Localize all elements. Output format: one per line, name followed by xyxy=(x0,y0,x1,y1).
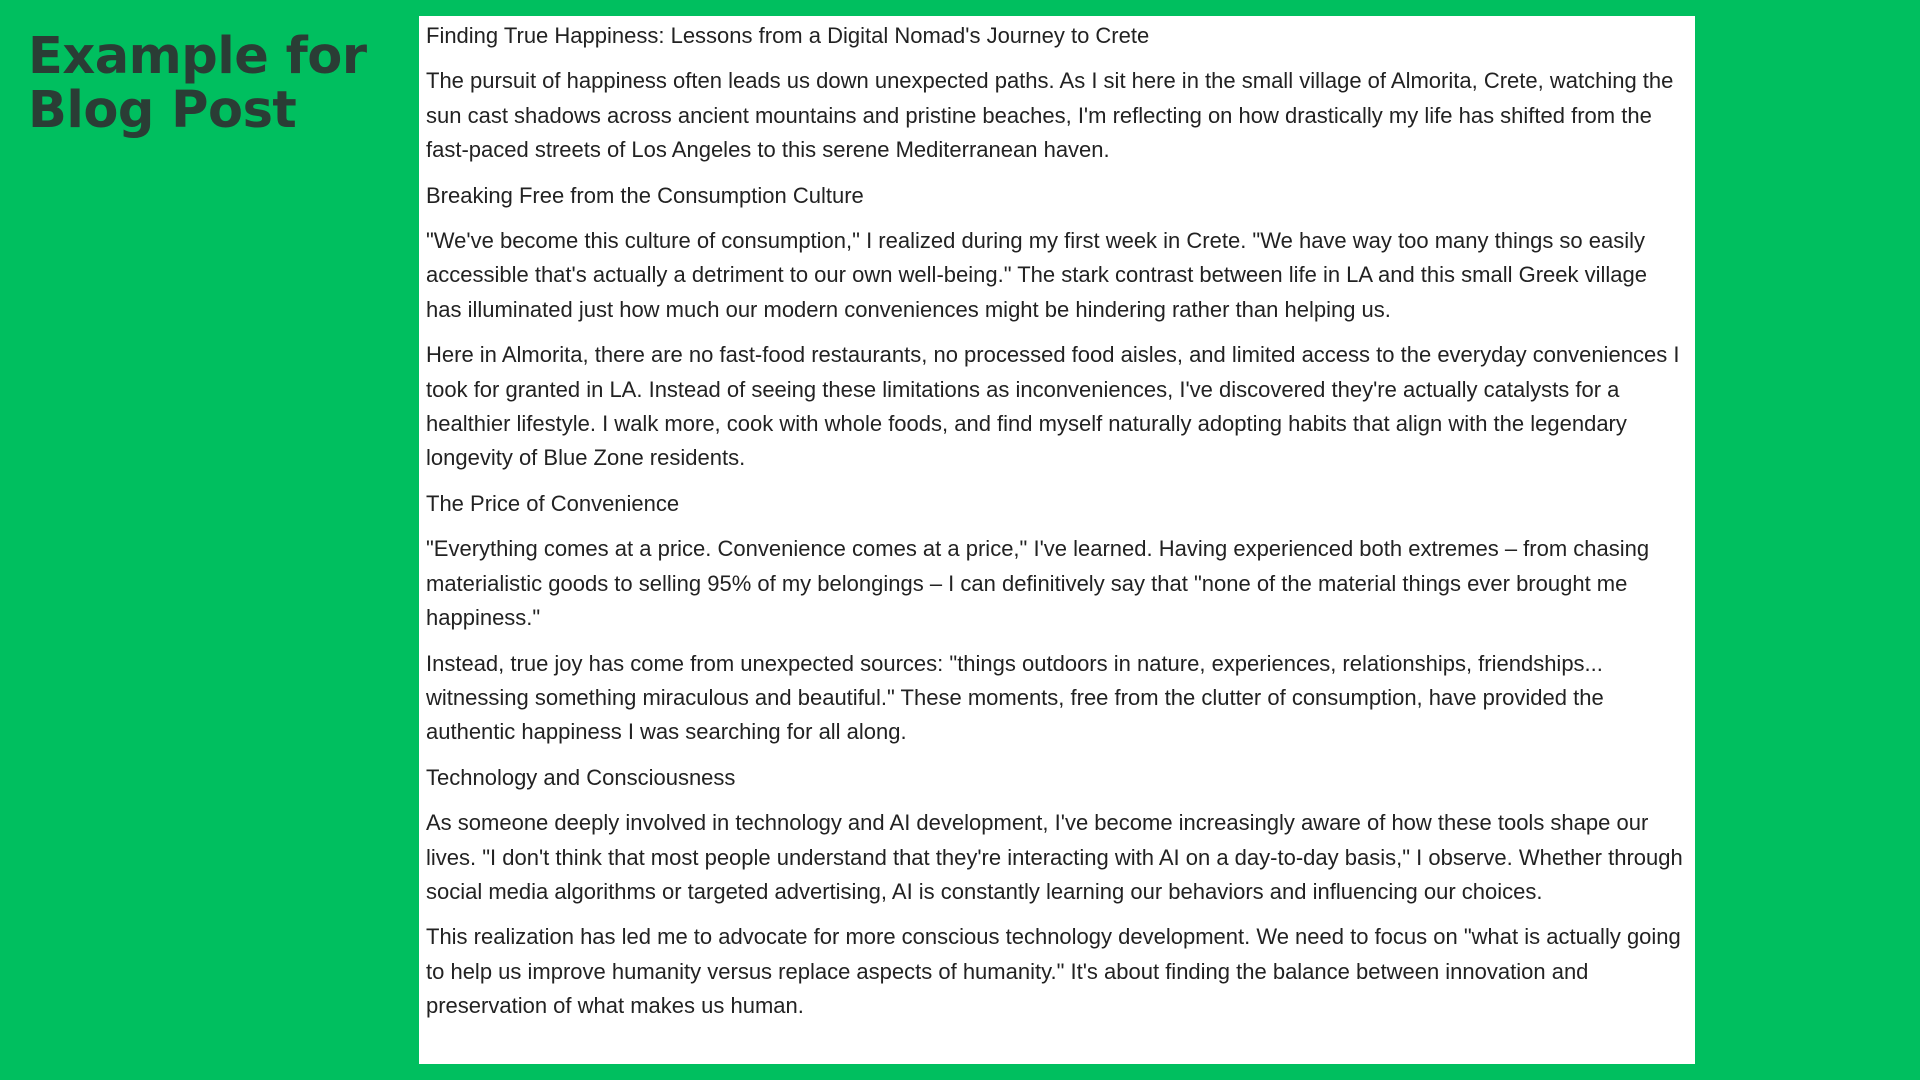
section-paragraph: Instead, true joy has come from unexpected sources: "things outdoors in nature, experiences, relationships, friendships... witnessing something miraculous and beautiful." These moments, free from the clutter of consumption, have provided the authentic happiness I was searching for all along. xyxy=(426,650,1604,745)
blog-post-document xyxy=(419,16,1695,1064)
article-title: Finding True Happiness: Lessons from a Digital Nomad's Journey to Crete xyxy=(426,23,1150,48)
section-paragraph: "We've become this culture of consumption," I realized during my first week in Crete. "We have way too many things so easily accessible that's actually a detriment to our own well-being." The stark contrast between life in LA and this small Greek village has illuminated just how much our modern conveniences might be hindering rather than helping us. xyxy=(426,228,1647,322)
page-title-line-1: Example for xyxy=(28,27,367,86)
section-heading-consumption: Breaking Free from the Consumption Culture xyxy=(426,182,864,208)
section-paragraph: This realization has led me to advocate for more conscious technology development. We need to focus on "what is actually going to help us improve humanity versus replace aspects of humanity." It's about finding the balance between innovation and preservation of what makes us human. xyxy=(426,924,1681,1019)
section-paragraph: Here in Almorita, there are no fast-food restaurants, no processed food aisles, and limited access to the everyday conveniences I took for granted in LA. Instead of seeing these limitations as inconveniences, I've discovered they're actually catalysts for a healthier lifestyle. I walk more, cook with whole foods, and find myself naturally adopting habits that align with the legendary longevity of Blue Zone residents. xyxy=(426,342,1680,471)
page-title-line-2: Blog Post xyxy=(28,81,297,140)
section-paragraph: As someone deeply involved in technology and AI development, I've become increasingly aware of how these tools shape our lives. "I don't think that most people understand that they're interacting with AI on a day-to-day basis," I observe. Whether through social media algorithms or targeted advertising, AI is constantly learning our behaviors and influencing our choices. xyxy=(426,810,1683,904)
section-paragraph: "Everything comes at a price. Convenience comes at a price," I've learned. Having experienced both extremes – from chasing materialistic goods to selling 95% of my belongings – I can definitively say that "none of the material things ever brought me happiness." xyxy=(426,536,1650,631)
section-heading-convenience: The Price of Convenience xyxy=(426,490,680,516)
article-intro-paragraph: The pursuit of happiness often leads us down unexpected paths. As I sit here in the small village of Almorita, Crete, watching the sun cast shadows across ancient mountains and pristine beaches, I'm reflecting on how drastically my life has shifted from the fast-paced streets of Los Angeles to this serene Mediterranean haven. xyxy=(426,68,1674,163)
section-heading-technology: Technology and Consciousness xyxy=(426,764,736,790)
page-title xyxy=(28,27,388,140)
